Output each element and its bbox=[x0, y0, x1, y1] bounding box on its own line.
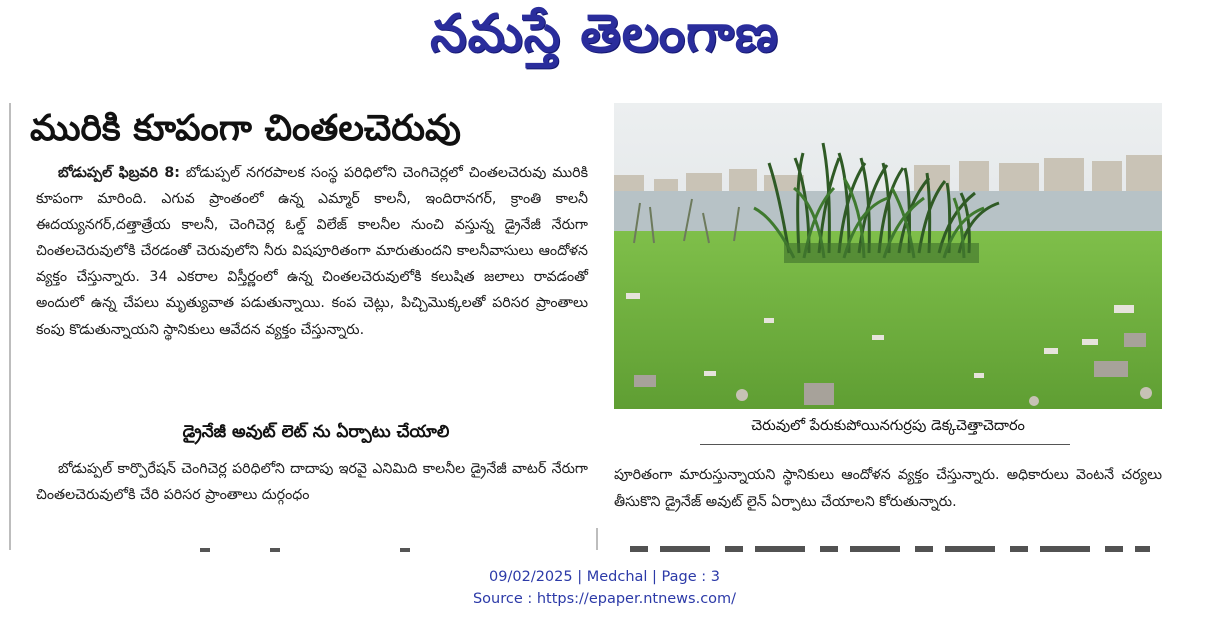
caption-underline bbox=[700, 444, 1070, 445]
article-paragraph-1 bbox=[36, 160, 588, 343]
newspaper-title: నమస్తే తెలంగాణ bbox=[430, 4, 779, 64]
source-link[interactable]: Source : https://epaper.ntnews.com/ bbox=[472, 591, 737, 607]
photo-caption: చెరువులో పేరుకుపోయినగుర్రపు డెక్కచెత్తాచెదారం bbox=[751, 418, 1025, 434]
article-continuation: పూరితంగా మారుస్తున్నాయని స్థానికులు ఆందోళన వ్యక్తం చేస్తున్నారు. అధికారులు వెంటనే చర్యలు తీసుకొని డ్రైనేజ్ అవుట్ లైన్ ఏర్పాటు చేయాలని కోరుతున్నారు. bbox=[614, 467, 1162, 510]
edition-info: 09/02/2025 | Medchal | Page : 3 bbox=[489, 569, 720, 585]
article-subheading: డ్రైనేజీ అవుట్ లెట్ ను ఏర్పాటు చేయాలి bbox=[182, 422, 450, 442]
masthead bbox=[0, 0, 1209, 80]
article-paragraph-2: బోడుప్పల్ కార్పొరేషన్ చెంగిచెర్ల పరిధిలోని దాదాపు ఇరవై ఎనిమిది కాలనీల డ్రైనేజీ వాటర్ నేరుగా చింతలచెరువులోకి చేరి పరిసర ప్రాంతాలు దుర్గంధం bbox=[36, 461, 588, 504]
dateline: బోడుప్పల్ ఫిబ్రవరి 8: bbox=[58, 165, 180, 181]
cropped-next-headline-right bbox=[630, 546, 1150, 552]
page-footer bbox=[0, 566, 1209, 610]
paragraph-1-text: బోడుప్పల్ నగరపాలక సంస్థ పరిధిలోని చెంగిచెర్లలో చింతలచెరువు మురికి కూపంగా మారింది. ఎగువ ప్రాంతంలో ఉన్న ఎమ్మార్ కాలనీ, ఇందిరానగర్, క్రాంతి కాలనీ ఈదయ్యనగర్,దత్తాత్రేయ కాలనీ, చెంగిచెర్ల ఓల్డ్ విలేజ్ కాలనీల నుంచి వస్తున్న డ్రైనేజీ నేరుగా చింతలచెరువులోకి చేరడంతో చెరువులోని నీరు విషపూరితంగా మారుతుందని కాలనీవాసులు ఆందోళన వ్యక్తం చేస్తున్నారు. 34 ఎకరాల విస్తీర్ణంలో ఉన్న చింతలచెరువులోకి కలుషిత జలాలు రావడంతో అందులో ఉన్న చేపలు మృత్యువాత పడుతున్నాయి. కంప చెట్లు, పిచ్చిమొక్కలతో పరిసర ప్రాంతాలు కంపు కొడుతున్నాయని స్థానికులు ఆవేదన వ్యక్తం చేస్తున్నారు. bbox=[36, 165, 589, 338]
bottom-divider-rule bbox=[596, 528, 598, 550]
cropped-next-headline-left bbox=[200, 548, 460, 552]
left-border-rule bbox=[9, 103, 11, 550]
article-headline: మురికి కూపంగా చింతలచెరువు bbox=[30, 108, 461, 149]
article-body-2 bbox=[36, 456, 588, 508]
lake-photo bbox=[614, 103, 1162, 409]
article-body bbox=[36, 160, 588, 343]
